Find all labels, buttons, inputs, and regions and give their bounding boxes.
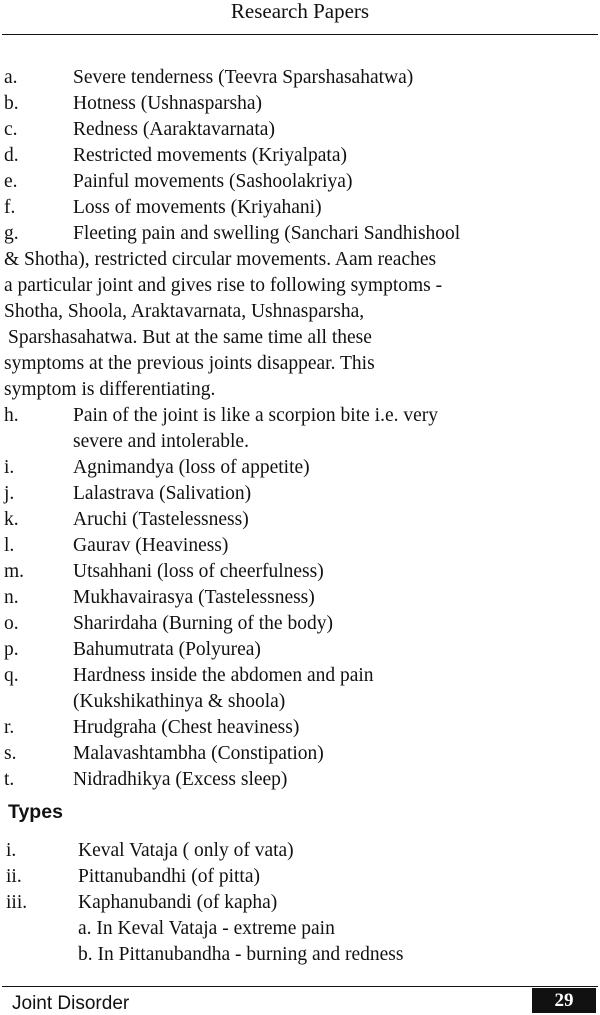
- list-item: [0, 767, 600, 793]
- list-item: [0, 559, 600, 585]
- item-text: Lalastrava (Salivation): [73, 483, 252, 504]
- item-label: k.: [4, 509, 19, 530]
- item-label: c.: [4, 119, 18, 140]
- sub-item-text: a. In Keval Vataja - extreme pain: [78, 918, 335, 939]
- item-label: e.: [4, 171, 18, 192]
- running-footer: Joint Disorder: [12, 993, 130, 1014]
- footer-rule: [2, 986, 598, 987]
- list-item-continuation: [0, 689, 600, 715]
- item-label: ii.: [6, 866, 22, 887]
- sub-item: [0, 916, 600, 942]
- list-item: [0, 864, 600, 890]
- item-text: Sharirdaha (Burning of the body): [73, 613, 333, 634]
- item-label: a.: [4, 67, 18, 88]
- item-text: Agnimandya (loss of appetite): [73, 457, 310, 478]
- list-item-q: [0, 663, 600, 689]
- sub-item: [0, 942, 600, 968]
- item-text: Kaphanubandi (of kapha): [78, 892, 278, 913]
- types-list: [0, 838, 600, 968]
- list-item: [0, 890, 600, 916]
- item-text: Painful movements (Sashoolakriya): [73, 171, 353, 192]
- item-label: o.: [4, 613, 19, 634]
- page-number: 29: [532, 988, 596, 1013]
- item-label: h.: [4, 405, 19, 426]
- list-item-g: [0, 221, 600, 247]
- paragraph-text: Shotha, Shoola, Araktavarnata, Ushnasparsha,: [4, 301, 365, 322]
- paragraph-line: [0, 351, 600, 377]
- list-item: [0, 715, 600, 741]
- item-label: iii.: [6, 892, 28, 913]
- list-item: [0, 611, 600, 637]
- item-label: m.: [4, 561, 25, 582]
- list-item-h: [0, 403, 600, 429]
- running-header: Research Papers: [230, 0, 370, 23]
- list-item: [0, 169, 600, 195]
- item-label: j.: [4, 483, 15, 504]
- sub-item-text: b. In Pittanubandha - burning and redness: [78, 944, 404, 965]
- item-text: Fleeting pain and swelling (Sanchari Sandhishool: [73, 223, 461, 244]
- list-item-continuation: [0, 429, 600, 455]
- item-text: Bahumutrata (Polyurea): [73, 639, 261, 660]
- item-text: Gaurav (Heaviness): [73, 535, 229, 556]
- item-text: Severe tenderness (Teevra Sparshasahatwa): [73, 67, 414, 88]
- item-label: q.: [4, 665, 19, 686]
- item-label: g.: [4, 223, 19, 244]
- item-text: Hardness inside the abdomen and pain: [73, 665, 374, 686]
- item-text: Aruchi (Tastelessness): [73, 509, 249, 530]
- paragraph-text: symptoms at the previous joints disappear. This: [4, 353, 375, 374]
- item-text: (Kukshikathinya & shoola): [73, 691, 286, 712]
- list-item: [0, 838, 600, 864]
- item-text: Pittanubandhi (of pitta): [78, 866, 260, 887]
- paragraph-line: [0, 247, 600, 273]
- list-item: [0, 91, 600, 117]
- item-label: t.: [4, 769, 15, 790]
- paragraph-text: symptom is differentiating.: [4, 379, 216, 400]
- item-text: Loss of movements (Kriyahani): [73, 197, 322, 218]
- list-item: [0, 507, 600, 533]
- item-label: p.: [4, 639, 19, 660]
- header-rule: [2, 34, 598, 35]
- list-item: [0, 481, 600, 507]
- item-label: i.: [6, 840, 17, 861]
- list-item: [0, 637, 600, 663]
- item-label: b.: [4, 93, 19, 114]
- paragraph-line: [0, 273, 600, 299]
- item-text: Keval Vataja ( only of vata): [78, 840, 294, 861]
- item-text: Restricted movements (Kriyalpata): [73, 145, 347, 166]
- item-label: i.: [4, 457, 15, 478]
- item-label: s.: [4, 743, 17, 764]
- item-text: Utsahhani (loss of cheerfulness): [73, 561, 324, 582]
- paragraph-line: [0, 325, 600, 351]
- list-item: [0, 143, 600, 169]
- paragraph-line: [0, 377, 600, 403]
- paragraph-text: a particular joint and gives rise to following symptoms -: [4, 275, 443, 296]
- item-text: severe and intolerable.: [73, 431, 249, 452]
- item-label: r.: [4, 717, 15, 738]
- item-text: Nidradhikya (Excess sleep): [73, 769, 288, 790]
- list-item: [0, 195, 600, 221]
- list-item: [0, 455, 600, 481]
- list-item: [0, 741, 600, 767]
- list-item: [0, 65, 600, 91]
- list-item: [0, 117, 600, 143]
- item-label: l.: [4, 535, 15, 556]
- list-item: [0, 533, 600, 559]
- paragraph-line: [0, 299, 600, 325]
- item-text: Redness (Aaraktavarnata): [73, 119, 275, 140]
- symptom-list: [0, 65, 600, 793]
- item-text: Pain of the joint is like a scorpion bite i.e. very: [73, 405, 439, 426]
- item-label: f.: [4, 197, 16, 218]
- item-label: n.: [4, 587, 19, 608]
- paragraph-text: Sparshasahatwa. But at the same time all these: [8, 327, 372, 348]
- item-text: Hrudgraha (Chest heaviness): [73, 717, 300, 738]
- item-text: Malavashtambha (Constipation): [73, 743, 324, 764]
- item-text: Mukhavairasya (Tastelessness): [73, 587, 315, 608]
- item-label: d.: [4, 145, 19, 166]
- list-item: [0, 585, 600, 611]
- paragraph-text: & Shotha), restricted circular movements. Aam reaches: [4, 249, 437, 270]
- item-text: Hotness (Ushnasparsha): [73, 93, 263, 114]
- section-heading-types: Types: [8, 801, 63, 823]
